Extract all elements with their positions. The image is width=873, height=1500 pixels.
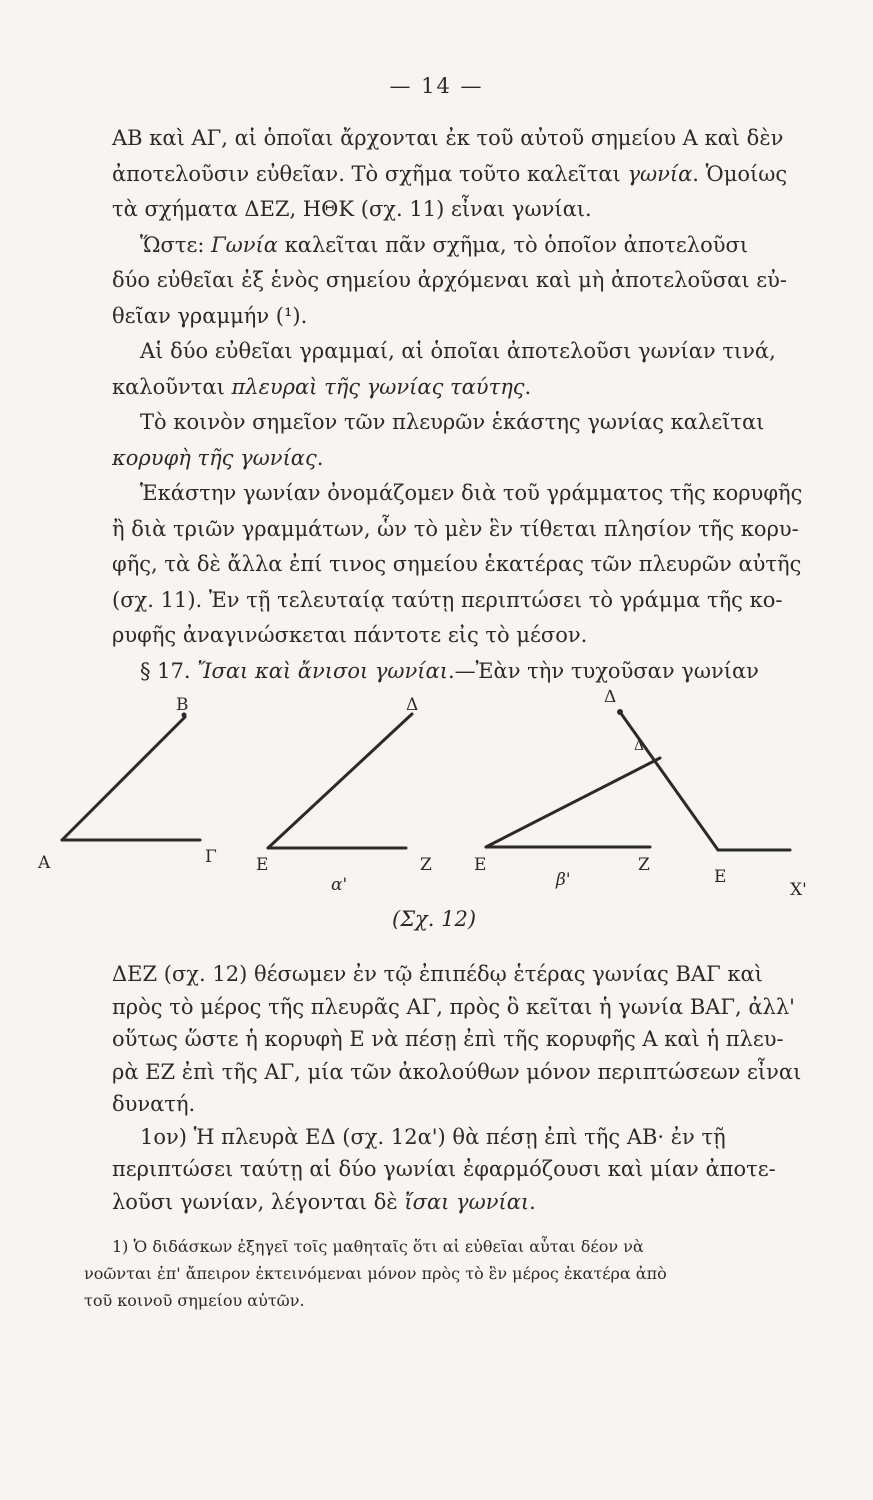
figure-label-delta1: Δ bbox=[406, 695, 419, 715]
emphasis-run: ἴσαι γωνίαι bbox=[404, 1189, 530, 1214]
figure-line-ed-a bbox=[268, 714, 412, 848]
text-line bbox=[84, 1263, 667, 1285]
text-run: . Ὁμοίως bbox=[692, 161, 788, 186]
text-run: ἀποτελοῦσιν εὐθεῖαν. Τὸ σχῆμα τοῦτο καλεῖται bbox=[112, 161, 628, 186]
figure-12 bbox=[0, 690, 873, 940]
figure-caption: (Σχ. 12) bbox=[392, 907, 477, 931]
emphasis-run: Ἴσαι καὶ ἄνισοι γωνίαι bbox=[197, 658, 448, 683]
figure-label-b: Β bbox=[176, 695, 189, 715]
text-line bbox=[112, 621, 587, 649]
figure-label-a: Α bbox=[38, 853, 51, 873]
text-run: ΑΒ καὶ ΑΓ, αἱ ὁποῖαι ἄρχονται ἐκ τοῦ αὐτοῦ σημείου Α καὶ δὲν bbox=[112, 126, 784, 150]
text-run: δυνατή. bbox=[112, 1092, 196, 1116]
text-run: τὰ σχήματα ΔΕΖ, ΗΘΚ (σχ. 11) εἶναι γωνίαι. bbox=[112, 197, 592, 221]
text-run: Αἱ δύο εὐθεῖαι γραμμαί, αἱ ὁποῖαι ἀποτελοῦσι γωνίαν τινά, bbox=[140, 339, 776, 363]
figure-label-e1: Ε bbox=[256, 855, 269, 875]
text-line bbox=[140, 1123, 726, 1151]
emphasis-run: γωνία bbox=[627, 161, 693, 186]
figure-line-ab bbox=[62, 717, 185, 840]
text-line bbox=[112, 124, 783, 152]
text-run: πρὸς τὸ μέρος τῆς πλευρᾶς ΑΓ, πρὸς ὃ κεῖται ἡ γωνία ΒΑΓ, ἀλλ' bbox=[112, 994, 795, 1019]
text-run: Ἑκάστην γωνίαν ὀνομάζομεν διὰ τοῦ γράμματος τῆς κορυφῆς bbox=[140, 481, 803, 505]
text-run: . bbox=[316, 445, 324, 470]
figure-label-delta-small: Δ bbox=[634, 738, 645, 754]
text-run: καλεῖται πᾶν σχῆμα, τὸ ὁποῖον ἀποτελοῦσι bbox=[277, 232, 749, 257]
text-line bbox=[112, 1236, 644, 1258]
text-line bbox=[112, 586, 782, 614]
emphasis-run: πλευραὶ τῆς γωνίας ταύτης bbox=[231, 374, 525, 399]
text-run: τοῦ κοινοῦ σημείου αὐτῶν. bbox=[84, 1291, 305, 1310]
emphasis-run: κορυφὴ τῆς γωνίας bbox=[112, 445, 317, 470]
text-run: . bbox=[524, 374, 532, 399]
figure-line-ed-b bbox=[486, 758, 660, 847]
text-line bbox=[112, 444, 323, 472]
text-line bbox=[112, 302, 307, 330]
text-line bbox=[140, 408, 764, 436]
text-line bbox=[112, 195, 592, 223]
text-line bbox=[112, 266, 787, 294]
text-line bbox=[112, 160, 787, 188]
figure-label-z2: Ζ bbox=[638, 855, 650, 875]
text-run: 1) Ὁ διδάσκων ἐξηγεῖ τοῖς μαθηταῖς ὅτι αἱ εὐθεῖαι αὗται δέον νὰ bbox=[112, 1237, 644, 1256]
figure-label-e2: Ε bbox=[474, 855, 487, 875]
text-run: Τὸ κοινὸν σημεῖον τῶν πλευρῶν ἑκάστης γωνίας καλεῖται bbox=[140, 410, 765, 434]
text-run: οὕτως ὥστε ἡ κορυφὴ Ε νὰ πέσῃ ἐπὶ τῆς κορυφῆς Α καὶ ἡ πλευ- bbox=[112, 1027, 784, 1051]
text-line bbox=[112, 515, 799, 543]
text-run: νοῶνται ἐπ' ἄπειρον ἐκτεινόμεναι μόνον πρὸς τὸ ἓν μέρος ἑκατέρα ἀπὸ bbox=[84, 1264, 667, 1283]
text-line bbox=[140, 337, 776, 365]
emphasis-run: Γωνία bbox=[211, 232, 278, 257]
text-line bbox=[112, 1188, 536, 1216]
text-run: (σχ. 11). Ἐν τῇ τελευταίᾳ ταύτῃ περιπτώσει τὸ γράμμα τῆς κο- bbox=[112, 587, 783, 612]
text-line bbox=[140, 231, 748, 259]
text-run: .—Ἐὰν τὴν τυχοῦσαν γωνίαν bbox=[447, 658, 759, 683]
page-number: — 14 — bbox=[389, 74, 484, 98]
text-run: § 17. bbox=[140, 658, 198, 683]
figure-label-delta2: Δ bbox=[604, 690, 617, 707]
figure-label-e3: Ε bbox=[714, 867, 727, 887]
text-line bbox=[112, 1025, 784, 1053]
text-run: ΔΕΖ (σχ. 12) θέσωμεν ἐν τῷ ἐπιπέδῳ ἑτέρας γωνίας ΒΑΓ καὶ bbox=[112, 962, 763, 986]
text-run: ρυφῆς ἀναγινώσκεται πάντοτε εἰς τὸ μέσον. bbox=[112, 623, 588, 647]
figure-point-d bbox=[617, 709, 623, 715]
text-line bbox=[112, 960, 763, 988]
text-run: λοῦσι γωνίαν, λέγονται δὲ bbox=[112, 1189, 405, 1214]
text-line bbox=[112, 1058, 801, 1086]
text-run: καλοῦνται bbox=[112, 374, 232, 399]
figure-line-ext bbox=[620, 712, 718, 850]
text-line bbox=[112, 373, 531, 401]
text-run: ρὰ ΕΖ ἐπὶ τῆς ΑΓ, μία τῶν ἀκολούθων μόνον περιπτώσεων εἶναι bbox=[112, 1059, 802, 1084]
text-line bbox=[84, 1290, 305, 1312]
text-run: δύο εὐθεῖαι ἐξ ἑνὸς σημείου ἀρχόμεναι καὶ μὴ ἀποτελοῦσαι εὐ- bbox=[112, 268, 788, 292]
text-line bbox=[112, 1090, 195, 1118]
text-run: ἢ διὰ τριῶν γραμμάτων, ὧν τὸ μὲν ἓν τίθεται πλησίον τῆς κορυ- bbox=[112, 516, 799, 541]
text-run: φῆς, τὰ δὲ ἄλλα ἐπί τινος σημείου ἑκατέρας τῶν πλευρῶν αὐτῆς bbox=[112, 552, 802, 576]
text-run: . bbox=[529, 1189, 536, 1214]
figure-label-g: Γ bbox=[205, 847, 217, 867]
text-line bbox=[112, 993, 795, 1021]
text-line bbox=[112, 550, 801, 578]
text-run: 1ον) Ἡ πλευρὰ ΕΔ (σχ. 12α') θὰ πέσῃ ἐπὶ τῆς ΑΒ· ἐν τῇ bbox=[140, 1124, 726, 1149]
text-run: Ὥστε: bbox=[140, 232, 212, 257]
figure-label-a-prime: α' bbox=[331, 875, 348, 895]
figure-label-z1: Ζ bbox=[420, 855, 432, 875]
text-run: θεῖαν γραμμήν (¹). bbox=[112, 303, 308, 328]
figure-label-chi-prime: Χ' bbox=[790, 880, 807, 900]
figure-label-b-prime: β' bbox=[556, 870, 571, 890]
text-line bbox=[112, 1155, 776, 1183]
text-line bbox=[140, 657, 759, 685]
text-run: περιπτώσει ταύτῃ αἱ δύο γωνίαι ἐφαρμόζουσι καὶ μίαν ἀποτε- bbox=[112, 1157, 776, 1181]
text-line bbox=[140, 479, 802, 507]
